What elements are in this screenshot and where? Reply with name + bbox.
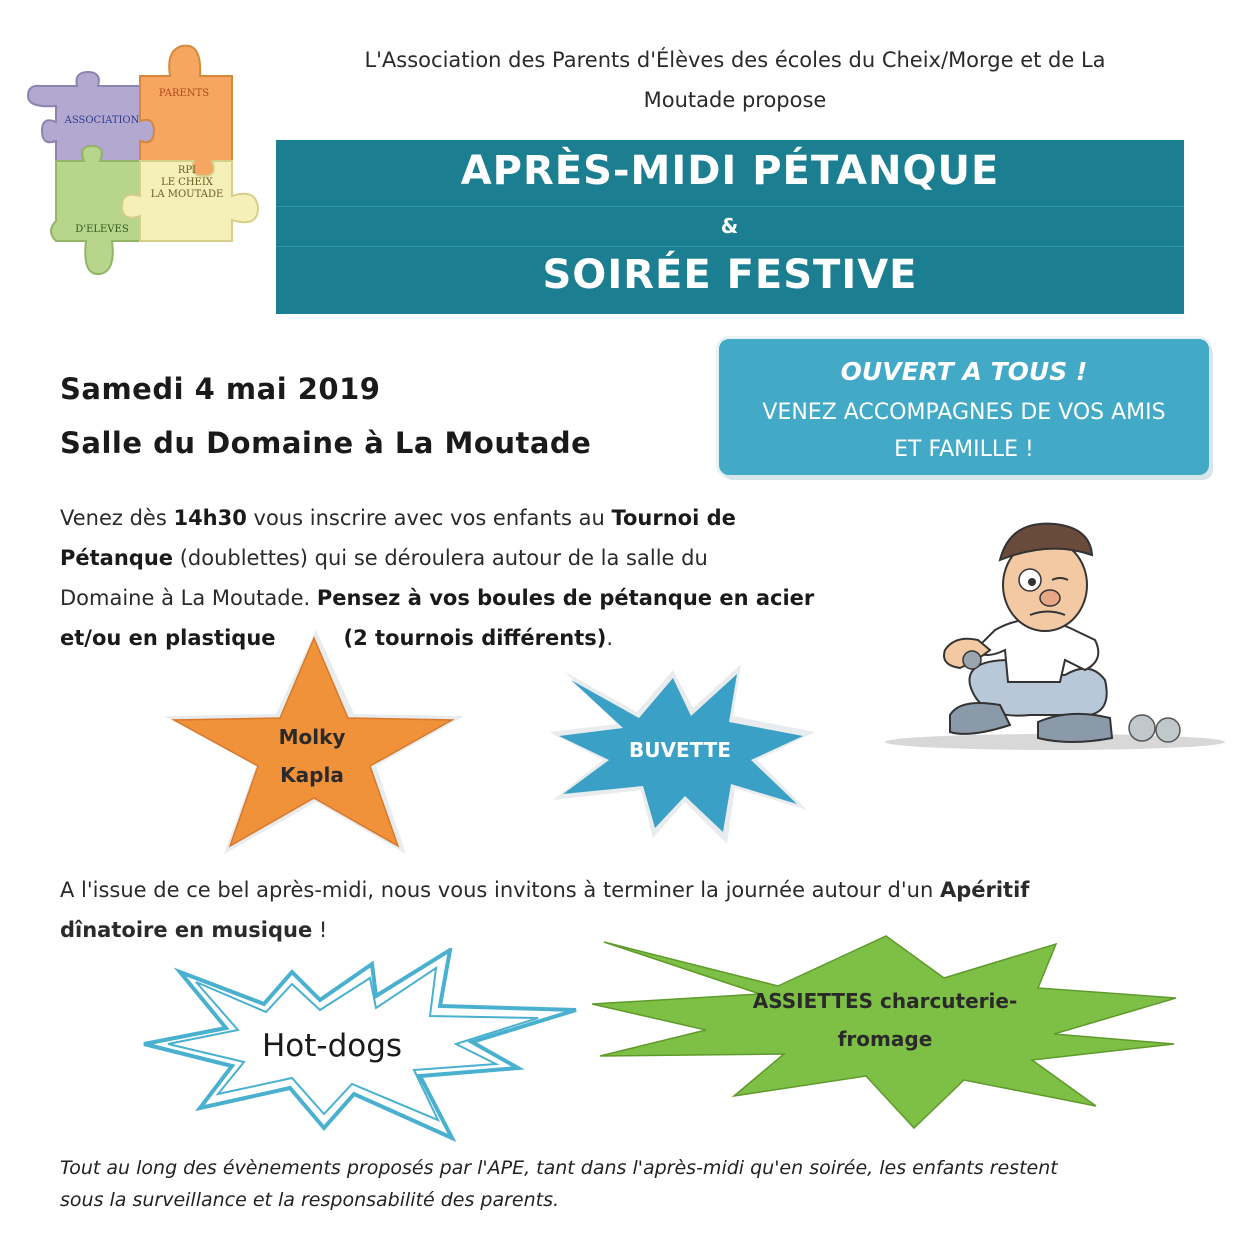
evening-aperitif: Apéritif [939,878,1030,902]
desc-boules: Pensez à vos boules de pétanque en acier [316,586,815,610]
petanque-player-illustration [880,510,1230,760]
banner-divider [276,206,1184,207]
title-banner [276,140,1184,314]
footer-line-2: sous la surveillance et la responsabilité des parents. [60,1189,560,1211]
desc-text: Domaine à La Moutade. [60,586,317,610]
hotdogs-label: Hot-dogs [261,1028,403,1064]
intro-line-2: Moutade propose [643,88,827,112]
footer-notice [60,1152,1190,1216]
activity-molky: Molky [278,725,346,749]
banner-divider [276,246,1184,247]
evening-text: A l'issue de ce bel après-midi, nous vous invitons à terminer la journée autour d'un [60,878,940,902]
banner-ampersand: & [720,214,740,238]
banner-title-petanque: APRÈS-MIDI PÉTANQUE [460,148,1000,194]
logo-text-association: ASSOCIATION [64,115,140,126]
assiettes-line-1: ASSIETTES charcuterie- [752,989,1018,1013]
evening-aperitif: dînatoire en musique [60,918,313,942]
open-line-2: ET FAMILLE ! [894,437,1034,462]
desc-tournois: (2 tournois différents) [343,626,607,650]
desc-text: . [606,626,614,650]
footer-line-1: Tout au long des évènements proposés par l'APE, tant dans l'après-midi qu'en soirée, les enfants restent [60,1157,1058,1179]
logo-text-rpi: RPI [177,165,197,176]
desc-text: (doublettes) qui se déroulera autour de la salle du [173,546,708,570]
event-venue: Salle du Domaine à La Moutade [60,426,592,460]
open-to-all-box [719,339,1209,475]
intro-text [300,40,1170,120]
evening-text: ! [312,918,328,942]
logo-text-deleves: D'ELEVES [75,224,129,235]
intro-line-1: L'Association des Parents d'Élèves des écoles du Cheix/Morge et de La [364,48,1106,72]
logo-text-parents: PARENTS [158,88,210,99]
activity-kapla: Kapla [280,763,344,787]
ape-puzzle-logo [22,36,262,281]
open-headline: OUVERT A TOUS ! [840,357,1088,386]
desc-time: 14h30 [173,506,247,530]
star-label [252,718,372,794]
open-line-1: VENEZ ACCOMPAGNES DE VOS AMIS [762,400,1166,425]
logo-text-lecheix: LE CHEIX [161,177,213,188]
desc-boules: et/ou en plastique [60,626,276,650]
desc-text: vous inscrire avec vos enfants au [246,506,612,530]
buvette-label: BUVETTE [628,738,732,762]
event-info [60,362,591,470]
banner-title-soiree: SOIRÉE FESTIVE [542,252,918,298]
logo-text-lamoutade: LA MOUTADE [150,189,224,200]
desc-text: Venez dès [60,506,174,530]
desc-tournoi: Tournoi de [611,506,736,530]
event-date: Samedi 4 mai 2019 [60,372,381,406]
desc-tournoi: Pétanque [60,546,174,570]
assiettes-label [700,982,1070,1058]
assiettes-line-2: fromage [837,1027,933,1051]
